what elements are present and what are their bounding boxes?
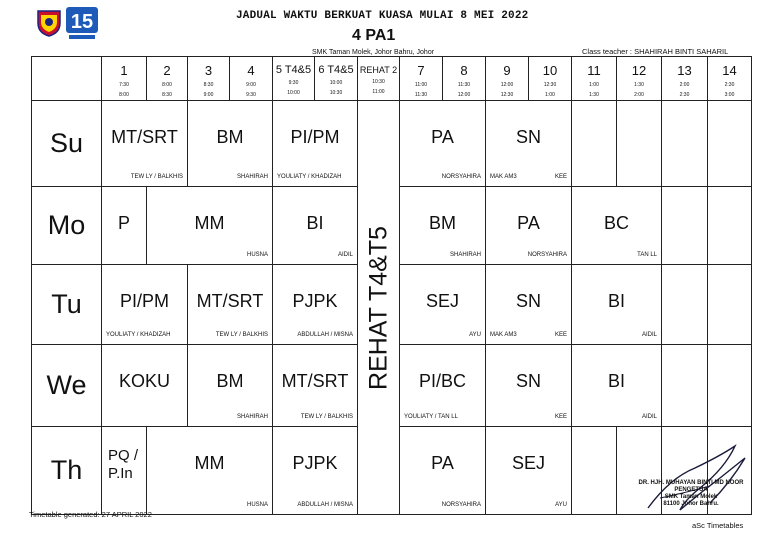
- lesson-cell: BI AIDIL: [572, 265, 662, 345]
- period-header: 5 T4&5 9:30 10:00: [273, 57, 315, 101]
- period-header-row: [32, 57, 752, 101]
- empty-cell: [572, 427, 617, 515]
- generated-date: Timetable generated: 27 APRIL 2022: [29, 510, 152, 519]
- lesson-cell: P: [102, 187, 147, 265]
- stamp-school: SMK Taman Molek: [664, 494, 718, 500]
- lesson-cell: BI AIDIL: [572, 345, 662, 427]
- class-teacher: Class teacher : SHAHIRAH BINTI SAHARIL: [582, 47, 729, 56]
- software-credit: aSc Timetables: [692, 521, 744, 530]
- lesson-cell: PJPK ABDULLAH / MISNA: [273, 427, 358, 515]
- lesson-cell: PQ / P.In: [102, 427, 147, 515]
- period-header: 4 9:00 9:30: [230, 57, 273, 101]
- lesson-cell: PJPK ABDULLAH / MISNA: [273, 265, 358, 345]
- lesson-cell: PI/PM YOULIATY / KHADIZAH: [102, 265, 188, 345]
- lesson-cell: BI AIDIL: [273, 187, 358, 265]
- lesson-cell: MT/SRT TEW LY / BALKHIS: [188, 265, 273, 345]
- period-header: 3 8:30 9:00: [188, 57, 230, 101]
- period-header: 8 11:30 12:00: [443, 57, 486, 101]
- empty-cell: [708, 345, 752, 427]
- period-header: 11 1:00 1:30: [572, 57, 617, 101]
- period-header: 1 7:30 8:00: [102, 57, 147, 101]
- school-crest-logo: [36, 9, 62, 37]
- empty-cell: [572, 101, 617, 187]
- day-row-sunday: [32, 101, 752, 187]
- anniversary-logo: [65, 6, 99, 42]
- period-header: REHAT 2 10:30 11:00: [358, 57, 400, 101]
- timetable-title: JADUAL WAKTU BERKUAT KUASA MULAI 8 MEI 2022: [236, 10, 529, 22]
- stamp-role: PENGETUA: [674, 487, 708, 493]
- class-name: 4 PA1: [352, 27, 396, 44]
- day-label: Su: [32, 101, 102, 187]
- period-header: 13 2:00 2:30: [662, 57, 708, 101]
- stamp-address: 81100 Johor Bahru.: [663, 501, 719, 507]
- empty-cell: [708, 101, 752, 187]
- corner-cell: [32, 57, 102, 101]
- lesson-cell: PA NORSYAHIRA: [486, 187, 572, 265]
- period-header: 2 8:00 8:30: [147, 57, 188, 101]
- lesson-cell: MM HUSNA: [147, 187, 273, 265]
- lesson-cell: SEJ AYU: [486, 427, 572, 515]
- lesson-cell: PI/PM YOULIATY / KHADIZAH: [273, 101, 358, 187]
- empty-cell: [708, 265, 752, 345]
- logo-text: 15: [70, 11, 94, 33]
- lesson-cell: MM HUSNA: [147, 427, 273, 515]
- day-label: Tu: [32, 265, 102, 345]
- empty-cell: [662, 265, 708, 345]
- empty-cell: [708, 187, 752, 265]
- lesson-cell: PI/BC YOULIATY / TAN LL: [400, 345, 486, 427]
- period-header: 6 T4&5 10:00 10:30: [315, 57, 358, 101]
- lesson-cell: BM SHAHIRAH: [188, 345, 273, 427]
- period-header: 10 12:30 1:00: [529, 57, 572, 101]
- principal-stamp: [630, 480, 752, 508]
- day-label: Mo: [32, 187, 102, 265]
- day-label: We: [32, 345, 102, 427]
- empty-cell: [617, 101, 662, 187]
- period-header: 12 1:30 2:00: [617, 57, 662, 101]
- lesson-cell: SN MAK AM3 KEE: [486, 101, 572, 187]
- day-label: Th: [32, 427, 102, 515]
- period-header: 7 11:00 11:30: [400, 57, 443, 101]
- stamp-name: DR. HJH. MUHAYAN BINTI MD NOOR: [638, 480, 744, 486]
- rehat-label: REHAT T4&T5: [364, 225, 392, 390]
- lesson-cell: PA NORSYAHIRA: [400, 101, 486, 187]
- empty-cell: [662, 101, 708, 187]
- school-name: SMK Taman Molek, Johor Bahru, Johor: [312, 49, 435, 56]
- period-header: 14 2:30 3:00: [708, 57, 752, 101]
- lesson-cell: BM SHAHIRAH: [400, 187, 486, 265]
- lesson-cell: PA NORSYAHIRA: [400, 427, 486, 515]
- lesson-cell: BC TAN LL: [572, 187, 662, 265]
- lesson-cell: SN MAK AM3 KEE: [486, 265, 572, 345]
- lesson-cell: MT/SRT TEW LY / BALKHIS: [102, 101, 188, 187]
- lesson-cell: SN KEE: [486, 345, 572, 427]
- empty-cell: [662, 345, 708, 427]
- lesson-cell: SEJ AYU: [400, 265, 486, 345]
- lesson-cell: BM SHAHIRAH: [188, 101, 273, 187]
- period-header: 9 12:00 12:30: [486, 57, 529, 101]
- empty-cell: [662, 187, 708, 265]
- lesson-cell: MT/SRT TEW LY / BALKHIS: [273, 345, 358, 427]
- rehat-column: [358, 101, 400, 515]
- lesson-cell: KOKU: [102, 345, 188, 427]
